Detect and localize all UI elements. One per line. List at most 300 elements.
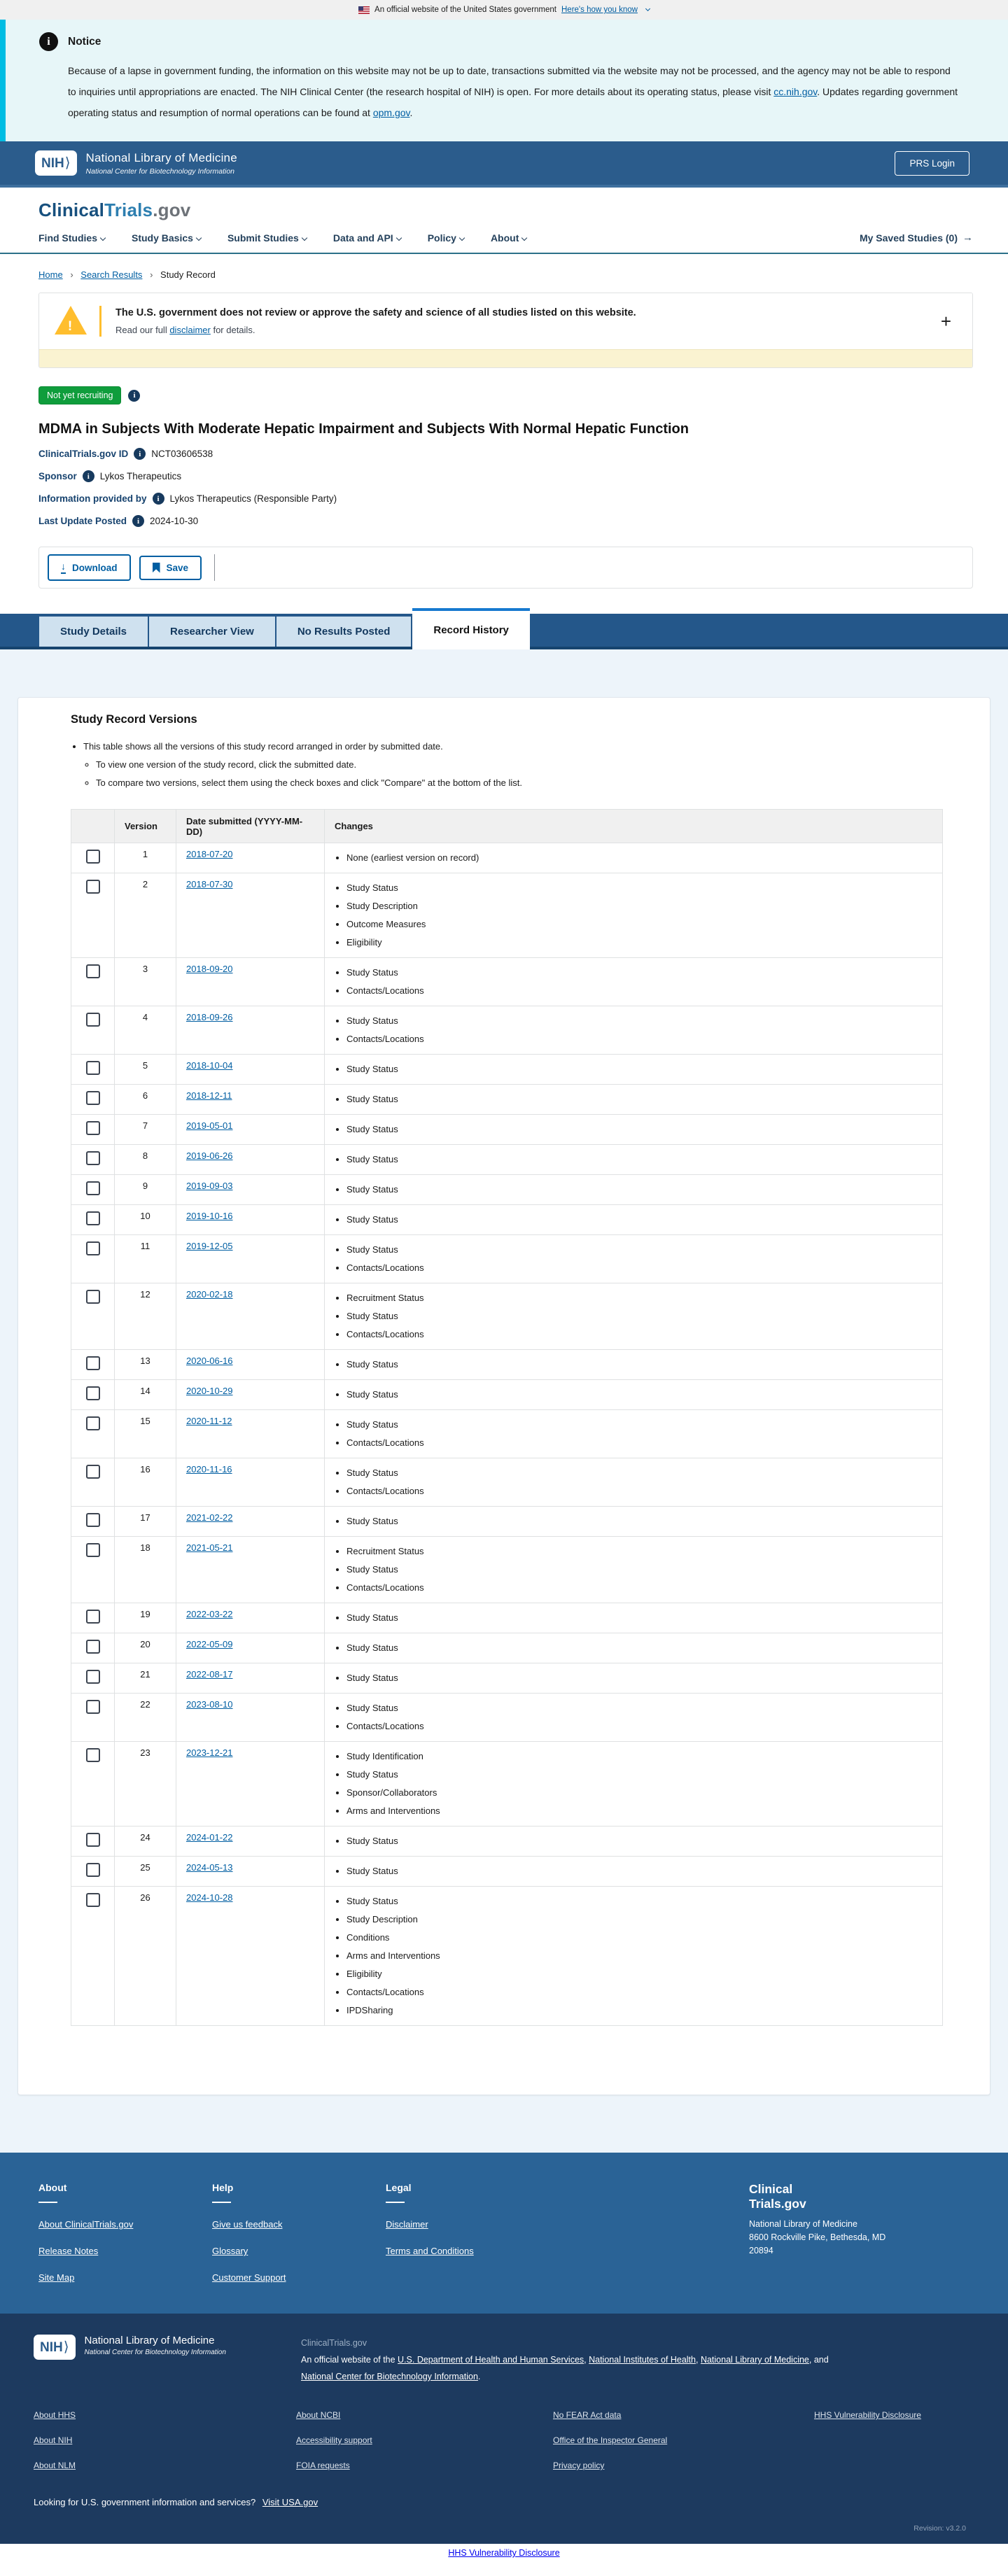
- changes-list: [335, 1699, 932, 1736]
- change-item: • Contacts/Locations: [346, 1579, 932, 1597]
- change-item: • Eligibility: [346, 934, 932, 952]
- usa-gov-link[interactable]: Visit USA.gov: [262, 2497, 318, 2507]
- date-link[interactable]: 2022-05-09: [186, 1639, 233, 1649]
- changes-list: [335, 1747, 932, 1820]
- nav-item-label: Find Studies: [38, 232, 97, 244]
- change-item: • Study Status: [346, 1181, 932, 1199]
- hhs-link[interactable]: U.S. Department of Health and Human Services: [398, 2355, 584, 2365]
- divider: [99, 306, 102, 337]
- change-item: • Study Status: [346, 964, 932, 982]
- footer-link[interactable]: Glossary: [212, 2246, 248, 2256]
- version-row: [71, 1115, 943, 1145]
- change-item: • Sponsor/Collaborators: [346, 1784, 932, 1802]
- info-icon: i: [39, 32, 58, 51]
- nav-item-label: Study Basics: [132, 232, 193, 244]
- notice-body: [68, 60, 959, 123]
- version-cell: 12: [115, 1283, 176, 1350]
- agency-footer-link[interactable]: Office of the Inspector General: [553, 2435, 668, 2445]
- change-item: • Study Status: [346, 1464, 932, 1482]
- change-item: • Contacts/Locations: [346, 1717, 932, 1736]
- usa-gov-line: [34, 2497, 966, 2507]
- date-link[interactable]: 2019-12-05: [186, 1241, 233, 1251]
- date-link[interactable]: 2020-11-16: [186, 1464, 232, 1474]
- date-link[interactable]: 2019-05-01: [186, 1120, 233, 1131]
- revision-label: Revision: v3.2.0: [913, 2524, 966, 2533]
- save-button[interactable]: [139, 556, 202, 580]
- nav-item[interactable]: [491, 232, 526, 244]
- info-icon[interactable]: i: [128, 390, 140, 402]
- change-item: • Arms and Interventions: [346, 1802, 932, 1820]
- date-link[interactable]: 2023-12-21: [186, 1747, 233, 1758]
- expand-banner-button[interactable]: +: [937, 311, 955, 332]
- version-cell: 4: [115, 1006, 176, 1055]
- version-cell: 10: [115, 1205, 176, 1235]
- date-link[interactable]: 2024-05-13: [186, 1862, 233, 1873]
- change-item: • Study Status: [346, 1561, 932, 1579]
- disclaimer-title: The U.S. government does not review or approve the safety and science of all studies listed on this website.: [115, 307, 636, 318]
- meta-value: 2024-10-30: [150, 516, 199, 526]
- changes-list: [335, 1832, 932, 1850]
- date-link[interactable]: 2018-12-11: [186, 1090, 232, 1101]
- version-row: [71, 1175, 943, 1205]
- agency-footer: [0, 2314, 1008, 2544]
- agency-footer-link[interactable]: Accessibility support: [296, 2435, 372, 2445]
- changes-list: [335, 1012, 932, 1048]
- footer-link[interactable]: Disclaimer: [386, 2219, 428, 2230]
- agency-footer-link[interactable]: Privacy policy: [553, 2461, 605, 2470]
- cc-nih-gov-link[interactable]: cc.nih.gov: [774, 86, 818, 97]
- change-item: • Study Status: [346, 1386, 932, 1404]
- version-cell: 7: [115, 1115, 176, 1145]
- date-link[interactable]: 2023-08-10: [186, 1699, 233, 1710]
- footer-address: National Library of Medicine 8600 Rockville Pike, Bethesda, MD 20894: [749, 2219, 886, 2255]
- change-item: • Study Status: [346, 1211, 932, 1229]
- changes-list: [335, 1464, 932, 1500]
- versions-table-body: [71, 843, 943, 2026]
- changes-list: [335, 849, 932, 867]
- notice-banner: [0, 20, 1008, 141]
- version-cell: 6: [115, 1085, 176, 1115]
- date-link[interactable]: 2020-11-12: [186, 1416, 232, 1426]
- breadcrumb-home-link[interactable]: Home: [38, 269, 63, 280]
- meta-value: NCT03606538: [151, 449, 214, 459]
- version-cell: 9: [115, 1175, 176, 1205]
- breadcrumb-search-results-link[interactable]: Search Results: [80, 269, 143, 280]
- version-cell: 1: [115, 843, 176, 873]
- agency-links-column: [296, 2410, 553, 2486]
- version-checkbox[interactable]: [86, 880, 100, 894]
- footer-link[interactable]: Site Map: [38, 2272, 75, 2283]
- nav-item[interactable]: [428, 232, 464, 244]
- change-item: • Contacts/Locations: [346, 1482, 932, 1500]
- record-history-card: [18, 697, 990, 2095]
- changes-list: [335, 879, 932, 952]
- site-footer: [0, 2153, 1008, 2314]
- version-checkbox[interactable]: [86, 1748, 100, 1762]
- changes-list: [335, 1862, 932, 1880]
- date-link[interactable]: 2020-02-18: [186, 1289, 233, 1300]
- footer-link[interactable]: About ClinicalTrials.gov: [38, 2219, 134, 2230]
- change-item: • Study Status: [346, 1699, 932, 1717]
- download-button[interactable]: [48, 554, 131, 581]
- agency-footer-link[interactable]: No FEAR Act data: [553, 2410, 622, 2420]
- footer-link[interactable]: Customer Support: [212, 2272, 286, 2283]
- version-checkbox[interactable]: [86, 1863, 100, 1877]
- agency-links-grid: [34, 2410, 966, 2486]
- footer-column-heading: Legal: [386, 2182, 559, 2203]
- version-row: [71, 958, 943, 1006]
- change-item: • Contacts/Locations: [346, 1983, 932, 2001]
- version-checkbox[interactable]: [86, 1181, 100, 1195]
- agency-footer-link[interactable]: About NCBI: [296, 2410, 341, 2420]
- version-cell: 23: [115, 1742, 176, 1827]
- footer-brand: [749, 2182, 966, 2283]
- version-checkbox[interactable]: [86, 1640, 100, 1654]
- change-item: • Study Status: [346, 1090, 932, 1108]
- agency-footer-link[interactable]: FOIA requests: [296, 2461, 350, 2470]
- change-item: • Contacts/Locations: [346, 1259, 932, 1277]
- change-item: • Study Status: [346, 1669, 932, 1687]
- nav-item-label: Submit Studies: [227, 232, 299, 244]
- changes-list: [335, 1356, 932, 1374]
- change-item: • IPDSharing: [346, 2001, 932, 2020]
- change-item: • Study Status: [346, 1892, 932, 1910]
- nlm-title: National Library of Medicine: [84, 2335, 215, 2346]
- checkbox-column-header: [71, 810, 115, 843]
- version-row: [71, 1507, 943, 1537]
- date-link[interactable]: 2019-10-16: [186, 1211, 233, 1221]
- changes-list: [335, 964, 932, 1000]
- agency-footer-link[interactable]: HHS Vulnerability Disclosure: [814, 2410, 921, 2420]
- agency-footer-link[interactable]: About NIH: [34, 2435, 73, 2445]
- gov-banner: [0, 0, 1008, 20]
- change-item: • Study Status: [346, 1416, 932, 1434]
- nih-logo[interactable]: [34, 2335, 76, 2360]
- nav-item[interactable]: [333, 232, 401, 244]
- footer-column: [38, 2182, 212, 2283]
- date-link[interactable]: 2018-09-20: [186, 964, 233, 974]
- notice-text: Because of a lapse in government funding, the information on this website may not be up to date, transactions submitted via the website may not be processed, and the agency may not be able to respond to inquiries until appropriations are enacted. The NIH Clinical Center (the research hospital of NIH) is open. For more details about its operating status, please visit: [68, 65, 951, 97]
- version-row: [71, 1887, 943, 2026]
- version-checkbox[interactable]: [86, 1061, 100, 1075]
- tab-no-results-posted[interactable]: No Results Posted: [276, 617, 412, 647]
- version-row: [71, 1205, 943, 1235]
- changes-list: [335, 1289, 932, 1344]
- chevron-down-icon: [100, 234, 106, 240]
- changes-column-header: Changes: [325, 810, 943, 843]
- study-meta-row: [38, 448, 973, 460]
- version-checkbox[interactable]: [86, 1465, 100, 1479]
- change-item: • Study Status: [346, 1862, 932, 1880]
- bookmark-icon: [153, 563, 160, 573]
- footer-site-name: ClinicalTrials.gov: [301, 2338, 368, 2348]
- logo-part: .gov: [153, 199, 191, 220]
- change-item: • Study Status: [346, 1060, 932, 1078]
- date-link[interactable]: 2018-09-26: [186, 1012, 233, 1022]
- change-item: • Study Description: [346, 897, 932, 915]
- ncbi-link[interactable]: National Center for Biotechnology Information: [301, 2372, 478, 2381]
- chevron-down-icon: [645, 6, 650, 10]
- version-row: [71, 1410, 943, 1458]
- nlm-link[interactable]: National Library of Medicine: [700, 2355, 809, 2365]
- date-link[interactable]: 2020-06-16: [186, 1356, 233, 1366]
- version-checkbox[interactable]: [86, 1543, 100, 1557]
- bottom-bar: [0, 2544, 1008, 2563]
- date-link[interactable]: 2024-01-22: [186, 1832, 233, 1843]
- version-cell: 3: [115, 958, 176, 1006]
- changes-list: [335, 1060, 932, 1078]
- agency-links-column: [814, 2410, 966, 2486]
- footer-column-heading: About: [38, 2182, 212, 2203]
- changes-list: [335, 1892, 932, 2020]
- footer-brand-name: Clinical Trials.gov: [749, 2182, 806, 2211]
- version-cell: 8: [115, 1145, 176, 1175]
- tab-study-details[interactable]: Study Details: [39, 617, 148, 647]
- versions-table: [71, 809, 943, 2026]
- version-row: [71, 1055, 943, 1085]
- info-icon[interactable]: i: [132, 515, 144, 527]
- disclaimer-subtext-part: for details.: [210, 325, 255, 335]
- opm-gov-link[interactable]: opm.gov: [372, 107, 410, 118]
- meta-value: Lykos Therapeutics: [99, 471, 182, 481]
- date-link[interactable]: 2018-07-30: [186, 879, 233, 889]
- footer-link[interactable]: Terms and Conditions: [386, 2246, 474, 2256]
- disclaimer-subtext-part: Read our full: [115, 325, 170, 335]
- footer-column: [212, 2182, 386, 2283]
- version-cell: 26: [115, 1887, 176, 2026]
- version-row: [71, 1742, 943, 1827]
- tab-researcher-view[interactable]: Researcher View: [149, 617, 275, 647]
- nlm-title: National Library of Medicine: [85, 150, 237, 164]
- my-saved-studies-link[interactable]: [860, 232, 973, 244]
- agency-footer-link[interactable]: About NLM: [34, 2461, 76, 2470]
- breadcrumb: [38, 269, 973, 280]
- version-row: [71, 1633, 943, 1663]
- official-statement: ClinicalTrials.gov An official website of the U.S. Department of Health and Human Services, National Institutes of Health, National Library of Medicine, and National Center for Biotechnology Information.: [301, 2335, 833, 2385]
- hhs-vulnerability-disclosure-link[interactable]: HHS Vulnerability Disclosure: [448, 2548, 560, 2558]
- banner-footer-strip: [39, 349, 972, 367]
- agency-footer-link[interactable]: About HHS: [34, 2410, 76, 2420]
- section-heading: Study Record Versions: [71, 713, 197, 726]
- footer-column: [386, 2182, 559, 2283]
- notice-text: .: [410, 107, 413, 118]
- clinicaltrials-logo[interactable]: [38, 199, 1008, 221]
- date-link[interactable]: 2022-08-17: [186, 1669, 233, 1680]
- date-link[interactable]: 2018-07-20: [186, 849, 233, 859]
- meta-value: Lykos Therapeutics (Responsible Party): [169, 493, 337, 504]
- version-row: [71, 1085, 943, 1115]
- change-item: • Contacts/Locations: [346, 982, 932, 1000]
- footer-link[interactable]: Release Notes: [38, 2246, 99, 2256]
- info-icon[interactable]: i: [83, 470, 94, 482]
- date-link[interactable]: 2021-02-22: [186, 1512, 233, 1523]
- change-item: • Study Status: [346, 1512, 932, 1530]
- date-link[interactable]: 2021-05-21: [186, 1542, 233, 1553]
- nih-logo-text: NIH: [40, 2339, 63, 2355]
- tab-record-history[interactable]: Record History: [412, 608, 530, 649]
- chevron-down-icon: [459, 234, 465, 240]
- change-item: • Study Description: [346, 1910, 932, 1929]
- meta-label: ClinicalTrials.gov ID: [38, 449, 129, 459]
- footer-link[interactable]: Give us feedback: [212, 2219, 283, 2230]
- save-label: Save: [166, 562, 189, 573]
- intro-text: This table shows all the versions of this study record arranged in order by submitted date.: [83, 741, 443, 752]
- date-link[interactable]: 2022-03-22: [186, 1609, 233, 1619]
- version-checkbox[interactable]: [86, 1013, 100, 1027]
- version-checkbox[interactable]: [86, 1211, 100, 1225]
- changes-list: [335, 1241, 932, 1277]
- version-checkbox[interactable]: [86, 1893, 100, 1907]
- version-checkbox[interactable]: [86, 1386, 100, 1400]
- change-item: • Study Status: [346, 1307, 932, 1325]
- change-item: • Study Status: [346, 1356, 932, 1374]
- meta-label: Sponsor: [38, 471, 77, 481]
- actions-bar: [38, 547, 973, 589]
- chevron-down-icon: [302, 234, 307, 240]
- download-icon: ↓: [61, 561, 66, 574]
- study-header: [38, 386, 973, 589]
- version-row: [71, 1235, 943, 1283]
- version-row: [71, 873, 943, 958]
- change-item: • Study Status: [346, 1150, 932, 1169]
- version-checkbox[interactable]: [86, 1670, 100, 1684]
- disclaimer-link[interactable]: disclaimer: [169, 325, 211, 335]
- version-cell: 15: [115, 1410, 176, 1458]
- version-checkbox[interactable]: [86, 1610, 100, 1624]
- logo-part: Clinical: [38, 199, 105, 220]
- study-meta-row: [38, 493, 973, 505]
- usa-gov-text: Looking for U.S. government information and services?: [34, 2497, 256, 2507]
- version-cell: 5: [115, 1055, 176, 1085]
- date-column-header: Date submitted (YYYY-MM-DD): [176, 810, 325, 843]
- change-item: • Eligibility: [346, 1965, 932, 1983]
- change-item: • Contacts/Locations: [346, 1434, 932, 1452]
- intro-sub-bullet: ◦ To view one version of the study record, click the submitted date.: [96, 756, 943, 774]
- version-row: [71, 1537, 943, 1603]
- version-cell: 25: [115, 1857, 176, 1887]
- change-item: • Arms and Interventions: [346, 1947, 932, 1965]
- nih-link[interactable]: National Institutes of Health: [589, 2355, 696, 2365]
- nav-item[interactable]: [132, 232, 201, 244]
- version-checkbox[interactable]: [86, 1833, 100, 1847]
- chevron-down-icon: [396, 234, 401, 240]
- change-item: • Contacts/Locations: [346, 1030, 932, 1048]
- version-cell: 14: [115, 1380, 176, 1410]
- change-item: • Study Identification: [346, 1747, 932, 1766]
- version-checkbox[interactable]: [86, 850, 100, 864]
- change-item: • Study Status: [346, 1832, 932, 1850]
- version-cell: 11: [115, 1235, 176, 1283]
- us-flag-icon: [358, 6, 370, 14]
- version-checkbox[interactable]: [86, 1356, 100, 1370]
- chevron-down-icon: [196, 234, 202, 240]
- version-row: [71, 1603, 943, 1633]
- changes-list: [335, 1669, 932, 1687]
- nav-item-label: Policy: [427, 232, 456, 244]
- version-row: [71, 1694, 943, 1742]
- version-column-header: Version: [115, 810, 176, 843]
- info-icon[interactable]: i: [153, 493, 164, 505]
- version-cell: 18: [115, 1537, 176, 1603]
- version-row: [71, 1380, 943, 1410]
- intro-sub-bullet: ◦ To compare two versions, select them using the check boxes and click "Compare" at the bottom of the list.: [96, 774, 943, 792]
- version-checkbox[interactable]: [86, 964, 100, 978]
- study-title: MDMA in Subjects With Moderate Hepatic Impairment and Subjects With Normal Hepatic Function: [38, 421, 689, 437]
- info-icon[interactable]: i: [134, 448, 146, 460]
- version-row: [71, 1857, 943, 1887]
- version-row: [71, 1350, 943, 1380]
- version-row: [71, 1827, 943, 1857]
- version-cell: 24: [115, 1827, 176, 1857]
- version-checkbox[interactable]: [86, 1416, 100, 1430]
- logo-part: Trials: [104, 199, 153, 220]
- nav-item-label: Data and API: [332, 232, 393, 244]
- gov-banner-text: An official website of the United States government: [374, 6, 556, 14]
- nav-item-label: About: [490, 232, 519, 244]
- prs-login-button[interactable]: PRS Login: [895, 151, 969, 176]
- version-row: [71, 1663, 943, 1694]
- version-cell: 13: [115, 1350, 176, 1380]
- changes-list: [335, 1512, 932, 1530]
- nav-item[interactable]: [38, 232, 105, 244]
- version-checkbox[interactable]: [86, 1121, 100, 1135]
- version-cell: 20: [115, 1633, 176, 1663]
- date-link[interactable]: 2024-10-28: [186, 1892, 233, 1903]
- date-link[interactable]: 2019-09-03: [186, 1181, 233, 1191]
- date-link[interactable]: 2019-06-26: [186, 1150, 233, 1161]
- version-checkbox[interactable]: [86, 1290, 100, 1304]
- change-item: • Study Status: [346, 1609, 932, 1627]
- date-link[interactable]: 2020-10-29: [186, 1386, 233, 1396]
- download-label: Download: [72, 562, 118, 573]
- how-you-know-link[interactable]: Here's how you know: [561, 6, 638, 14]
- version-cell: 19: [115, 1603, 176, 1633]
- arrow-right-icon: →: [962, 232, 973, 244]
- nih-logo[interactable]: [35, 150, 77, 176]
- version-cell: 22: [115, 1694, 176, 1742]
- change-item: • Study Status: [346, 1639, 932, 1657]
- version-checkbox[interactable]: [86, 1091, 100, 1105]
- change-item: • Recruitment Status: [346, 1542, 932, 1561]
- version-cell: 21: [115, 1663, 176, 1694]
- version-row: [71, 1458, 943, 1507]
- version-checkbox[interactable]: [86, 1513, 100, 1527]
- change-item: • Study Status: [346, 1241, 932, 1259]
- change-item: • Study Status: [346, 1012, 932, 1030]
- nlm-header: [0, 141, 1008, 188]
- version-checkbox[interactable]: [86, 1700, 100, 1714]
- changes-list: [335, 1639, 932, 1657]
- breadcrumb-separator: ›: [70, 269, 74, 280]
- nih-logo-chevron: ⟩: [64, 155, 71, 171]
- nih-logo-chevron: ⟩: [63, 2339, 69, 2355]
- agency-links-column: [553, 2410, 814, 2486]
- changes-list: [335, 1181, 932, 1199]
- nav-item[interactable]: [227, 232, 307, 244]
- notice-text: . Updates regarding government operating status and resumption of normal operations can be found at: [68, 86, 958, 118]
- date-link[interactable]: 2018-10-04: [186, 1060, 233, 1071]
- change-item: • Conditions: [346, 1929, 932, 1947]
- version-checkbox[interactable]: [86, 1241, 100, 1255]
- nlm-subtitle: National Center for Biotechnology Information: [84, 2349, 226, 2356]
- version-checkbox[interactable]: [86, 1151, 100, 1165]
- version-cell: 16: [115, 1458, 176, 1507]
- agency-links-column: [34, 2410, 296, 2486]
- version-row: [71, 1145, 943, 1175]
- compare-area: [71, 2026, 943, 2081]
- table-header-row: [71, 810, 943, 843]
- warning-icon: [55, 306, 90, 337]
